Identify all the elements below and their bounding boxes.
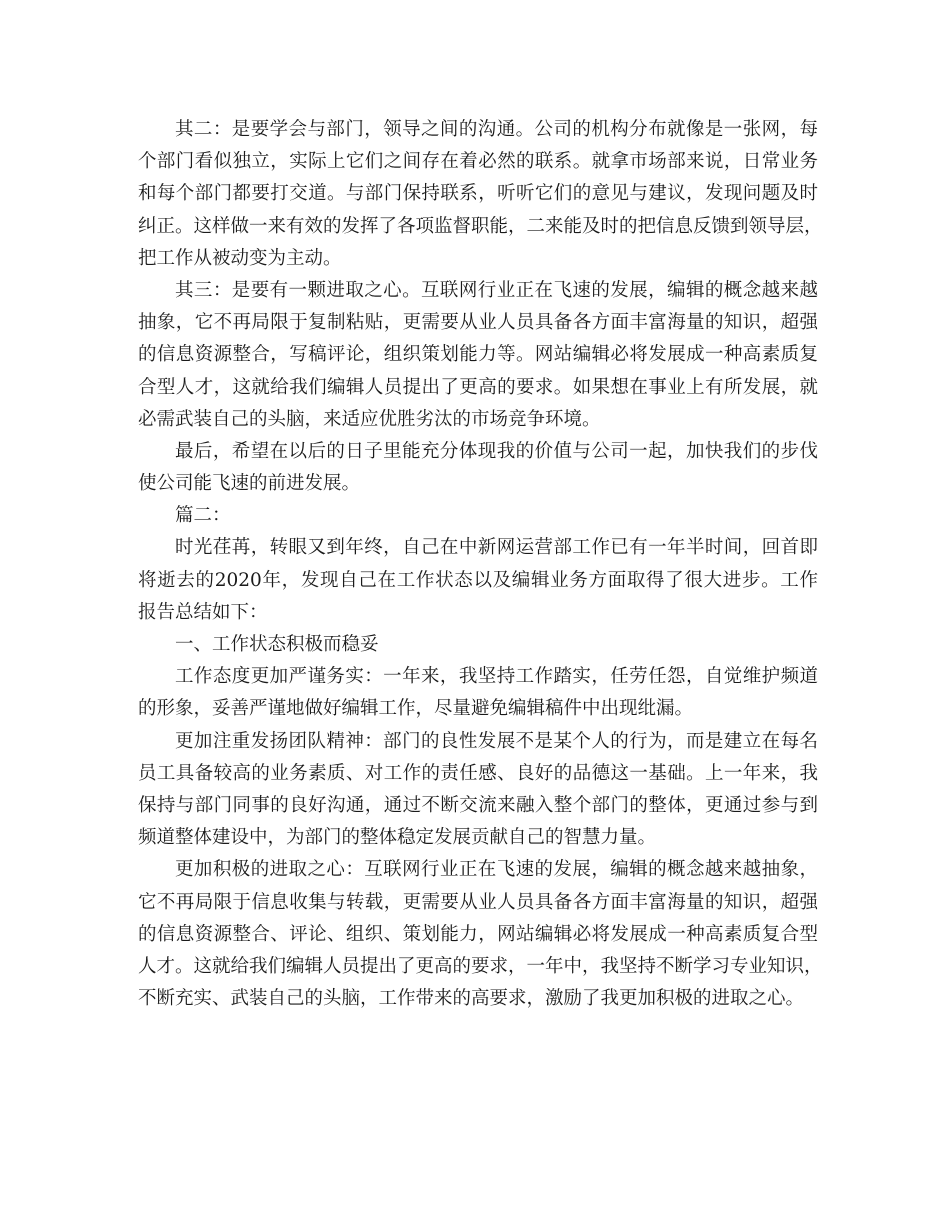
text-line: 合型人才，这就给我们编辑人员提出了更高的要求。如果想在事业上有所发展，就 (138, 376, 818, 398)
text-line: 不断充实、武装自己的头脑，工作带来的高要求，激励了我更加积极的进取之心。 (138, 988, 805, 1010)
text-line: 个部门看似独立，实际上它们之间存在着必然的联系。就拿市场部来说，日常业务 (138, 151, 818, 173)
text-line: 报告总结如下： (138, 601, 268, 623)
text-line: 一、工作状态积极而稳妥 (175, 634, 379, 655)
text-line: 最后，希望在以后的日子里能充分体现我的价值与公司一起，加快我们的步伐 (175, 440, 818, 462)
text-line: 纠正。这样做一来有效的发挥了各项监督职能，二来能及时的把信息反馈到领导层， (138, 215, 823, 237)
text-line: 和每个部门都要打交道。与部门保持联系，听听它们的意见与建议，发现问题及时 (138, 183, 818, 205)
text-line: 使公司能飞速的前进发展。 (138, 473, 361, 495)
text-line: 必需武装自己的头脑，来适应优胜劣汰的市场竞争环境。 (138, 408, 601, 430)
text-line: 工作态度更加严谨务实：一年来，我坚持工作踏实，任劳任怨，自觉维护频道 (175, 666, 818, 688)
text-line: 其三：是要有一颗进取之心。互联网行业正在飞速的发展，编辑的概念越来越 (175, 279, 818, 301)
text-line: 更加注重发扬团队精神：部门的良性发展不是某个人的行为，而是建立在每名 (175, 730, 818, 752)
text-line: 频道整体建设中，为部门的整体稳定发展贡献自己的智慧力量。 (138, 827, 657, 849)
text-line: 的信息资源整合、评论、组织、策划能力，网站编辑必将发展成一种高素质复合型 (138, 923, 818, 945)
paragraph (138, 532, 818, 629)
text-line: 篇二： (175, 505, 231, 527)
section-heading (138, 500, 818, 532)
text-line: 员工具备较高的业务素质、对工作的责任感、良好的品德这一基础。上一年来，我 (138, 762, 818, 784)
subheading (138, 629, 818, 661)
text-line: 人才。这就给我们编辑人员提出了更高的要求，一年中，我坚持不断学习专业知识， (138, 955, 823, 977)
paragraph (138, 114, 823, 275)
text-line: 时光荏苒，转眼又到年终，自己在中新网运营部工作已有一年半时间，回首即 (175, 537, 818, 559)
paragraph (138, 726, 818, 855)
text-line: 其二：是要学会与部门，领导之间的沟通。公司的机构分布就像是一张网，每 (175, 119, 818, 140)
paragraph (138, 661, 818, 725)
text-line: 保持与部门同事的良好沟通，通过不断交流来融入整个部门的整体，更通过参与到 (138, 794, 818, 816)
text-line: 把工作从被动变为主动。 (138, 247, 342, 269)
text-line: 的信息资源整合，写稿评论，组织策划能力等。网站编辑必将发展成一种高素质复 (138, 344, 818, 366)
paragraph (138, 275, 818, 436)
paragraph (138, 436, 818, 500)
document-body (138, 114, 823, 1015)
text-line: 抽象，它不再局限于复制粘贴，更需要从业人员具备各方面丰富海量的知识，超强 (138, 312, 818, 334)
paragraph (138, 854, 823, 1015)
text-line: 更加积极的进取之心：互联网行业正在飞速的发展，编辑的概念越来越抽象， (175, 859, 818, 881)
text-line: 的形象，妥善严谨地做好编辑工作，尽量避免编辑稿件中出现纰漏。 (138, 698, 694, 720)
text-line: 将逝去的2020年，发现自己在工作状态以及编辑业务方面取得了很大进步。工作 (138, 569, 818, 591)
text-line: 它不再局限于信息收集与转载，更需要从业人员具备各方面丰富海量的知识，超强 (138, 891, 818, 913)
